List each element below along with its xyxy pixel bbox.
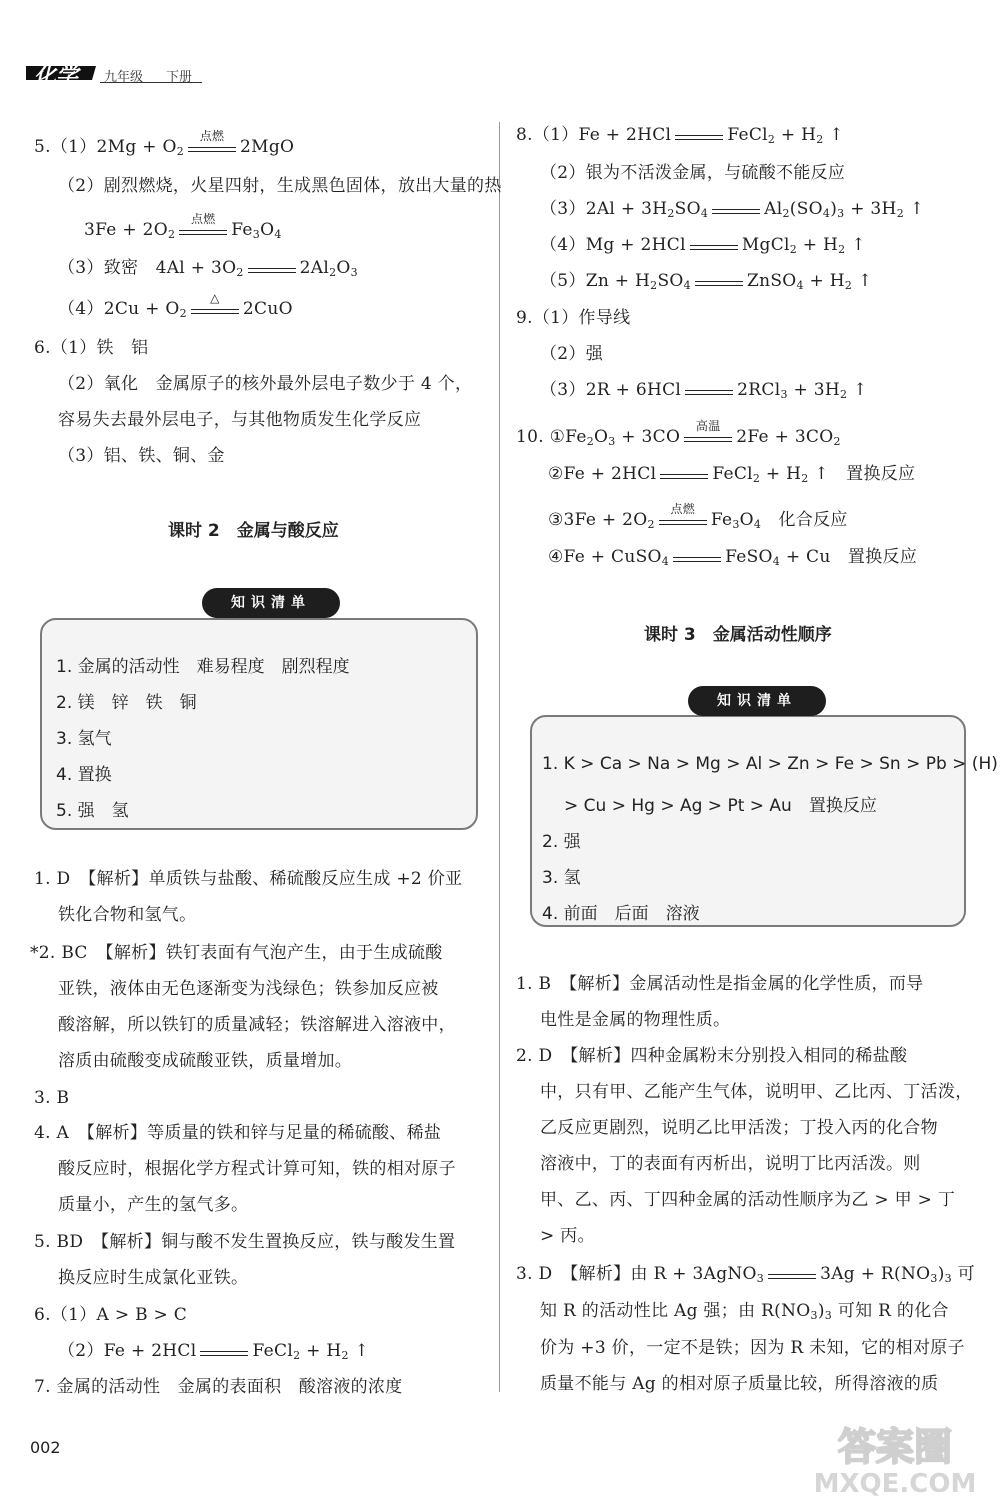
answer-b3-cont: 质量不能与 Ag 的相对原子质量比较，所得溶液的质 [540,1374,939,1394]
answer-9-1: 9.（1）作导线 [516,308,631,328]
answer-3: 3. B [34,1088,70,1108]
answer-5: 5. BD 【解析】铜与酸不发生置换反应，铁与酸发生置 [34,1232,456,1252]
knowledge-item: 2. 强 [542,832,581,852]
knowledge-item: 5. 强 氢 [56,801,129,821]
answer-8-4: （4）Mg + 2HCl MgCl$_2$ + $H_2$ ↑ [540,235,866,256]
answer-5-2-equation: $3Fe + 2O_2$ 点燃 $Fe_3O_4$ [84,211,282,241]
knowledge-item: 2. 镁 锌 铁 铜 [56,693,197,713]
watermark-url: MXQE.COM [813,1469,977,1498]
answer-5-3: （3）致密 $4Al + 3O_2$ $2Al_2O_3$ [58,258,358,279]
answer-5-2: （2）剧烈燃烧，火星四射，生成黑色固体，放出大量的热 [58,176,502,196]
answer-2: *2. BC 【解析】铁钉表面有气泡产生，由于生成硫酸 [30,943,443,963]
answer-10-4: ④Fe + CuSO$_4$ FeSO$_4$ + Cu 置换反应 [548,547,918,568]
answer-1-cont: 铁化合物和氢气。 [58,905,197,925]
lesson-2-title: 课时 2 金属与酸反应 [168,521,339,541]
answer-b2-cont: 溶液中，丁的表面有丙析出，说明丁比丙活泼。则 [540,1154,921,1174]
answer-b1-cont: 电性是金属的物理性质。 [540,1010,731,1030]
knowledge-item: 3. 氢 [542,868,581,888]
answer-10-1: 10. $①Fe_2O_3 + 3CO$ 高温 $2Fe + 3CO_2$ [516,418,841,448]
answer-8-1: 8.（1）Fe + 2HCl FeCl$_2$ + $H_2$ ↑ [516,125,844,146]
knowledge-label: 知识清单 [202,588,340,618]
answer-5-cont: 换反应时生成氯化亚铁。 [58,1268,249,1288]
answer-7: 7. 金属的活动性 金属的表面积 酸溶液的浓度 [34,1377,403,1397]
answer-b2-cont: > 丙。 [540,1226,595,1246]
header-subject: 化学 [34,64,79,89]
page-number: 002 [30,1438,61,1457]
answer-9-2: （2）强 [540,344,604,364]
knowledge-item: 4. 前面 后面 溶液 [542,904,700,924]
answer-b3-cont: 知 R 的活动性比 Ag 强；由 $R(NO_3)_3$ 可知 R 的化合 [540,1301,949,1322]
answer-2-cont: 酸溶解，所以铁钉的质量减轻；铁溶解进入溶液中， [58,1015,456,1035]
lesson-3-title: 课时 3 金属活动性顺序 [644,625,832,645]
answer-6-1: 6.（1）铁 铝 [34,338,149,358]
answer-b3: 3. D 【解析】由 R + 3AgNO$_3$ $3Ag + R(NO_3)_3$ 可 [516,1264,975,1285]
answer-2-cont: 溶质由硫酸变成硫酸亚铁，质量增加。 [58,1051,353,1071]
knowledge-item: > Cu > Hg > Ag > Pt > Au 置换反应 [564,796,877,816]
column-divider [499,122,500,1392]
watermark-text: 答案圈 [837,1425,953,1469]
answer-5-1: $5.(1)2Mg + O_2$ 点燃 2MgO [34,128,295,158]
answer-4-cont: 质量小，产生的氢气多。 [58,1195,249,1215]
answer-6-3: （3）铝、铁、铜、金 [58,446,225,466]
answer-b2: 2. D 【解析】四种金属粉末分别投入相同的稀盐酸 [516,1046,908,1066]
knowledge-label: 知识清单 [688,686,826,716]
answer-8-2: （2）银为不活泼金属，与硫酸不能反应 [540,163,846,183]
knowledge-item: 4. 置换 [56,765,112,785]
answer-9-3: （3）2R + 6HCl $2RCl_3 + 3H_2$ ↑ [540,380,868,401]
answer-b2-cont: 乙反应更剧烈，说明乙比甲活泼；丁投入丙的化合物 [540,1118,938,1138]
answer-8-5: $(5)Zn + H_2SO_4$ ZnSO$_4$ + $H_2$ ↑ [540,271,873,292]
knowledge-item: 1. 金属的活动性 难易程度 剧烈程度 [56,657,350,677]
watermark-logo [800,1418,990,1498]
answer-1: 1. D 【解析】单质铁与盐酸、稀硫酸反应生成 +2 价亚 [34,869,463,889]
answer-6-1b: 6.（1）A > B > C [34,1305,188,1325]
answer-b2-cont: 中，只有甲、乙能产生气体，说明甲、乙比丙、丁活泼， [540,1082,973,1102]
header-underline [100,82,202,83]
header-grade: 九年级 [104,70,144,85]
answer-4-cont: 酸反应时，根据化学方程式计算可知，铁的相对原子 [58,1159,456,1179]
answer-b1: 1. B 【解析】金属活动性是指金属的化学性质，而导 [516,974,924,994]
answer-10-2: ②Fe + 2HCl FeCl$_2$ + $H_2$ ↑ 置换反应 [548,464,916,485]
answer-4: 4. A 【解析】等质量的铁和锌与足量的稀硫酸、稀盐 [34,1123,442,1143]
knowledge-box-lesson-3 [530,715,966,927]
answer-2-cont: 亚铁，液体由无色逐渐变为浅绿色；铁参加反应被 [58,979,439,999]
answer-8-3: $(3)2Al + 3H_2SO_4$ $Al_2(SO_4)_3 + 3H_2$ ↑ [540,199,925,220]
knowledge-item: 1. K > Ca > Na > Mg > Al > Zn > Fe > Sn > Pb > (H) [542,754,998,774]
header-volume: 下册 [166,70,193,85]
answer-5-4: $(4)2Cu + O_2$ △ 2CuO [58,290,293,320]
answer-6-2-cont: 容易失去最外层电子，与其他物质发生化学反应 [58,410,422,430]
answer-6-2: （2）氧化 金属原子的核外最外层电子数少于 4 个， [58,374,473,394]
knowledge-item: 3. 氢气 [56,729,112,749]
answer-10-3: ③3Fe + $2O_2$ 点燃 $Fe_3O_4$ 化合反应 [548,501,848,531]
answer-6-2b: （2）Fe + 2HCl FeCl$_2$ + $H_2$ ↑ [58,1341,370,1362]
answer-b3-cont: 价为 +3 价，一定不是铁；因为 R 未知，它的相对原子 [540,1338,965,1358]
answer-b2-cont: 甲、乙、丙、丁四种金属的活动性顺序为乙 > 甲 > 丁 [540,1190,956,1210]
